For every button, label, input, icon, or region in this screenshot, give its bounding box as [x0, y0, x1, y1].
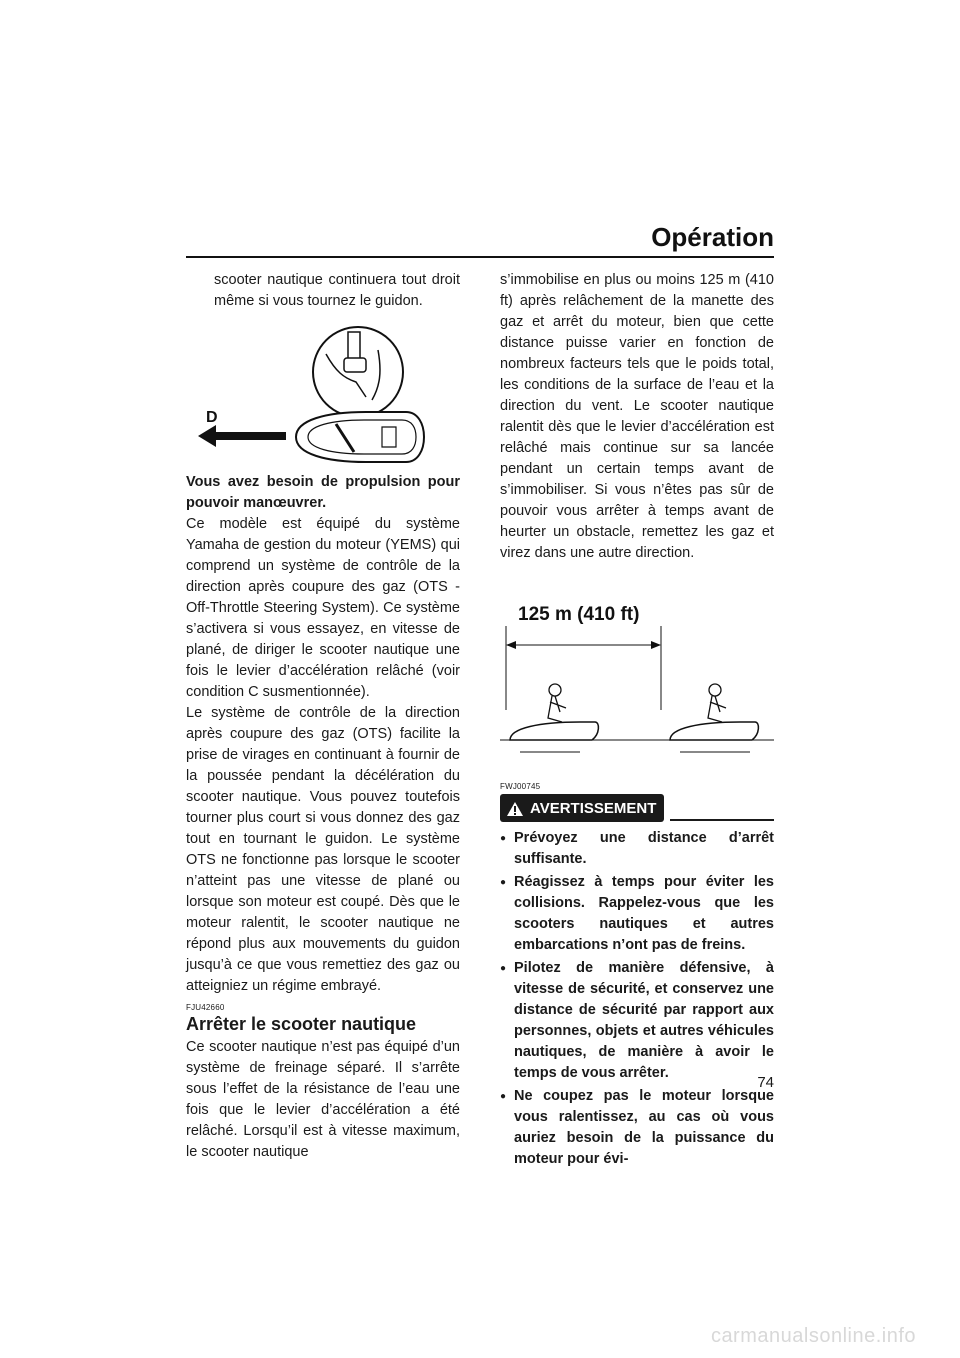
warning-item: ● Pilotez de manière défensive, à vitesse de sécurité, et conservez une distance de sécurité par rapport aux personnes, objets et autres véhicules nautiques, de manière à avoir le temps de vous arrêter. [500, 958, 774, 1084]
jetski-rider-right [670, 684, 758, 752]
warning-code: FWJ00745 [500, 782, 541, 791]
header-rule [186, 256, 774, 258]
direction-label: D [206, 409, 218, 426]
warning-header [500, 794, 774, 822]
page-title: Opération [651, 222, 774, 252]
warning-item: ● Réagissez à temps pour éviter les collisions. Rappelez-vous que les scooters nautiques et autres embarcations n’ont pas de freins. [500, 872, 774, 956]
section-heading: Arrêter le scooter nautique [186, 1014, 417, 1034]
left-column [186, 270, 460, 1163]
warning-list [500, 828, 774, 1170]
warning-triangle-icon [506, 801, 524, 817]
watermark: carmanualsonline.info [710, 1325, 916, 1347]
steering-illustration [186, 312, 460, 472]
direction-arrow-icon [198, 425, 286, 447]
stopping-paragraph: Ce scooter nautique n’est pas équipé d’un système de freinage séparé. Il s’arrête sous l’effet de la résistance de l’eau une fois que le levier d’accélération a été relâché. Lorsqu’il est à vitesse maximum, le scooter nautique [186, 1039, 460, 1160]
warning-title: AVERTISSEMENT [530, 800, 657, 817]
page-number: 74 [757, 1074, 774, 1091]
right-column [500, 270, 774, 1172]
arrow-right-icon [651, 641, 661, 649]
warning-item: ● Prévoyez une distance d’arrêt suffisante. [500, 828, 774, 870]
warning-item: ● Ne coupez pas le moteur lorsque vous ralentissez, au cas où vous auriez besoin de la puissance du moteur pour évi- [500, 1086, 774, 1170]
section-code: FJU42660 [186, 1003, 225, 1012]
warning-badge [500, 794, 664, 822]
distance-label: 125 m (410 ft) [518, 604, 640, 625]
ots-paragraph: Ce modèle est équipé du système Yamaha de gestion du moteur (YEMS) qui comprend un système de contrôle de la direction après coupure des gaz (OTS - Off-Throttle Steering System). Ce système s’activera si vous essayez, en vitesse de plané, de diriger le scooter nautique une fois le levier d’accélération relâché (voir condition C susmentionnée). [186, 516, 460, 700]
stopping-distance-illustration [500, 590, 774, 776]
warning-rule [670, 819, 774, 821]
stopping-distance-paragraph: s’immobilise en plus ou moins 125 m (410 ft) après relâchement de la manette des gaz et arrêt du moteur, bien que cette distance puisse varier en fonction de nombreux facteurs tels que le poids total, les conditions de la surface de l’eau et la direction du vent. Le scooter nautique ralentit dès que le levier d’accélération est relâché mais continue sur sa lancée pendant un certain temps avant de s’immobiliser. Si vous n’êtes pas sûr de pouvoir vous arrêter à temps avant de heurter un obstacle, remettez les gaz et virez dans une autre direction. [500, 272, 774, 561]
ots-detail-paragraph: Le système de contrôle de la direction après coupure des gaz (OTS) facilite la prise de virages en continuant à fournir de la poussée pendant la décélération du scooter nautique. Vous pouvez toutefois tourner plus court si vous donnez des gaz tout en tournant le guidon. Le système OTS ne fonctionne pas lorsque le scooter n’atteint pas une vitesse de plané ou lorsque son moteur est coupé. Dès que le moteur ralentit, le scooter nautique ne répond plus aux mouvements du guidon jusqu’à ce que vous remettiez des gaz ou atteigniez un régime embrayé. [186, 705, 460, 994]
arrow-left-icon [506, 641, 516, 649]
propulsion-note: Vous avez besoin de propulsion pour pouvoir manœuvrer. [186, 474, 460, 511]
intro-text: scooter nautique continuera tout droit même si vous tournez le guidon. [214, 272, 460, 309]
jetski-rider-left [510, 684, 598, 752]
